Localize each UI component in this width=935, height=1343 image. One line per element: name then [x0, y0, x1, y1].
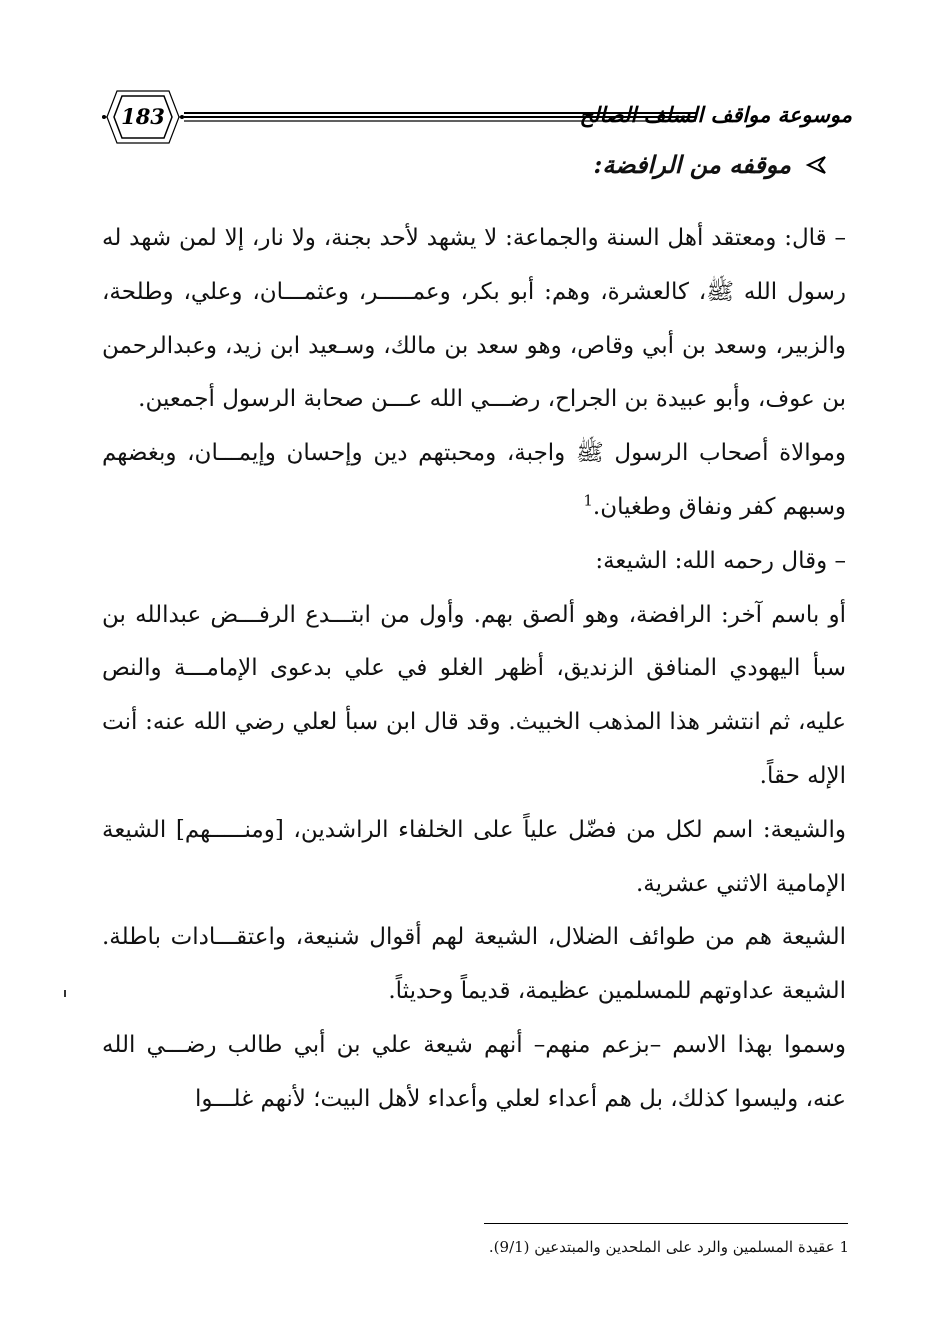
paragraph: الشيعة هم من طوائف الضلال، الشيعة لهم أقوال شنيعة، واعتقـــادات باطلة. الشيعة عداوتهم للمسلمين عظيمة، قديماً وحديثاً. — [102, 924, 846, 1005]
paragraph: وسموا بهذا الاسم –بزعم منهم– أنهم شيعة علي بن أبي طالب رضـــي الله عنه، وليسوا كذلك، بل هم أعداء لعلي وأعداء لأهل البيت؛ لأنهم غلـــوا — [102, 1031, 846, 1112]
arrowhead-bullet-icon — [805, 154, 827, 176]
paragraph-text: وموالاة أصحاب الرسول ﷺ واجبة، ومحبتهم دين وإحسان وإيمـــان، وبغضهم وسبهم كفر ونفاق وطغيان. — [102, 440, 846, 520]
header-title: موسوعة مواقف السلف الصالح — [579, 102, 852, 127]
footnote-number: 1 — [839, 1238, 849, 1256]
footnote — [489, 1238, 849, 1256]
body-text — [102, 212, 846, 1127]
page-header — [100, 88, 852, 148]
footnote-separator — [484, 1223, 848, 1224]
paragraph: أو باسم آخر: الرافضة، وهو ألصق بهم. وأول من ابتـــدع الرفـــض عبدالله بن سبأ اليهودي المنافق الزنديق، أظهر الغلو في علي بدعوى الإمامـــة والنص عليه، ثم انتشر هذا المذهب الخبيث. وقد قال ابن سبأ لعلي رضي الله عنه: أنت الإله حقاً. — [102, 601, 846, 789]
page-number: 183 — [121, 104, 165, 129]
section-heading — [594, 150, 827, 179]
paragraph — [102, 427, 846, 535]
section-heading-text: موقفه من الرافضة: — [593, 150, 791, 179]
footnote-text: عقيدة المسلمين والرد على الملحدين والمبتدعين (9/1). — [488, 1238, 835, 1256]
paragraph: والشيعة: اسم لكل من فضّل علياً على الخلفاء الراشدين، [ومنـــــهم] الشيعة الإمامية الاثني عشرية. — [102, 816, 846, 897]
stray-mark — [64, 990, 66, 997]
page-number-badge — [100, 88, 186, 146]
footnote-reference: 1 — [583, 491, 593, 510]
paragraph: – وقال رحمه الله: الشيعة: — [595, 547, 846, 574]
paragraph: – قال: ومعتقد أهل السنة والجماعة: لا يشهد لأحد بجنة، ولا نار، إلا لمن شهد له رسول الله ﷺ، كالعشرة، وهم: أبو بكر، وعمـــــر، وعثمـــان، وعلي، وطلحة، والزبير، وسعد بن أبي وقاص، وهو سعد بن مالك، وسـعيد ابن زيد، وعبدالرحمن بن عوف، وأبو عبيدة بن الجراح، رضـــي الله عـــن صحابة الرسول أجمعين. — [102, 225, 846, 413]
